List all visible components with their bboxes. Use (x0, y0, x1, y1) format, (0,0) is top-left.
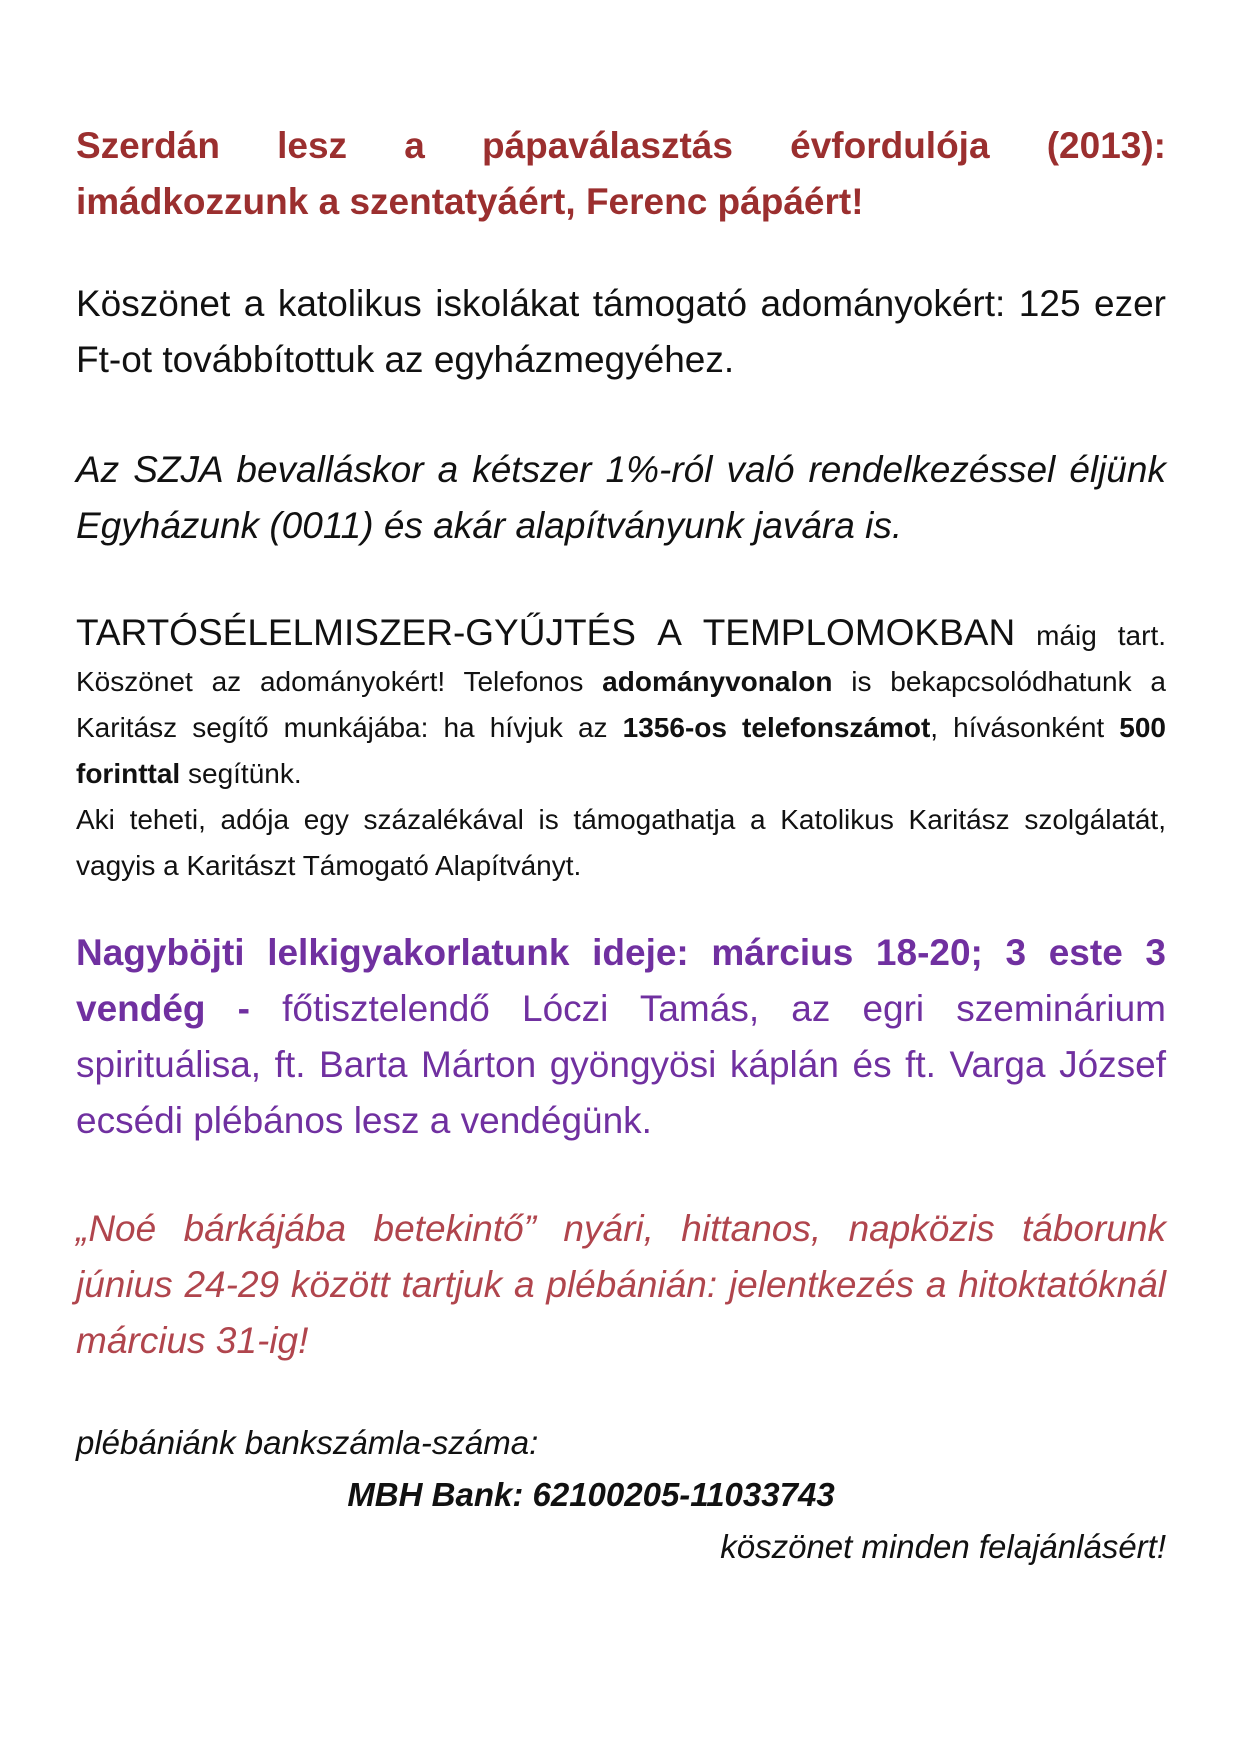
summer-camp-notice: „Noé bárkájába betekintő” nyári, hittanos, napközis táborunk június 24-29 között tartjuk a plébánián: jelentkezés a hitoktatóknál március 31-ig! (76, 1208, 1166, 1361)
bank-account-label: plébániánk bankszámla-száma: (76, 1424, 539, 1461)
food-drive-notice (76, 610, 1166, 889)
bulletin-page (76, 118, 1166, 1573)
food-drive-text-4: segítünk. (180, 758, 302, 789)
phone-number: 1356-os telefonszámot (622, 712, 931, 743)
food-drive-text-3: , hívásonként (930, 712, 1120, 743)
retreat-heading: Nagyböjti lelkigyakorlatunk ideje: március 18-20; 3 este 3 vendég - (76, 932, 1166, 1029)
pope-anniversary-notice: Szerdán lesz a pápaválasztás évfordulója (2013): imádkozzunk a szentatyáért, Ferenc pápáért! (76, 125, 1166, 222)
bank-thanks: köszönet minden felajánlásért! (720, 1528, 1166, 1565)
bank-account-section (76, 1417, 1166, 1573)
food-drive-title: TARTÓSÉLELMISZER-GYŰJTÉS A TEMPLOMOKBAN (76, 612, 1016, 653)
food-drive-text-2: is bekapcsolódhatunk a Karitász segítő munkájába: ha hívjuk az (76, 666, 1166, 743)
donation-amount: 500 forinttal (76, 712, 1166, 789)
bank-account-number: MBH Bank: 62100205-11033743 (347, 1476, 835, 1513)
food-drive-text-1: máig tart. Köszönet az adományokért! Telefonos (76, 620, 1166, 697)
school-donations-notice: Köszönet a katolikus iskolákat támogató adományokért: 125 ezer Ft-ot továbbítottuk az egyházmegyéhez. (76, 283, 1166, 380)
caritas-tax-note: Aki teheti, adója egy százalékával is támogathatja a Katolikus Karitász szolgálatát, vagyis a Karitászt Támogató Alapítványt. (76, 804, 1166, 881)
szja-notice: Az SZJA bevalláskor a kétszer 1%-ról való rendelkezéssel éljünk Egyházunk (0011) és akár alapítványunk javára is. (76, 449, 1166, 546)
lent-retreat-notice (76, 925, 1166, 1149)
donation-line-label: adományvonalon (602, 666, 833, 697)
retreat-guests: főtisztelendő Lóczi Tamás, az egri szeminárium spirituálisa, ft. Barta Márton gyöngyösi káplán és ft. Varga József ecsédi plébános lesz a vendégünk. (76, 988, 1166, 1141)
